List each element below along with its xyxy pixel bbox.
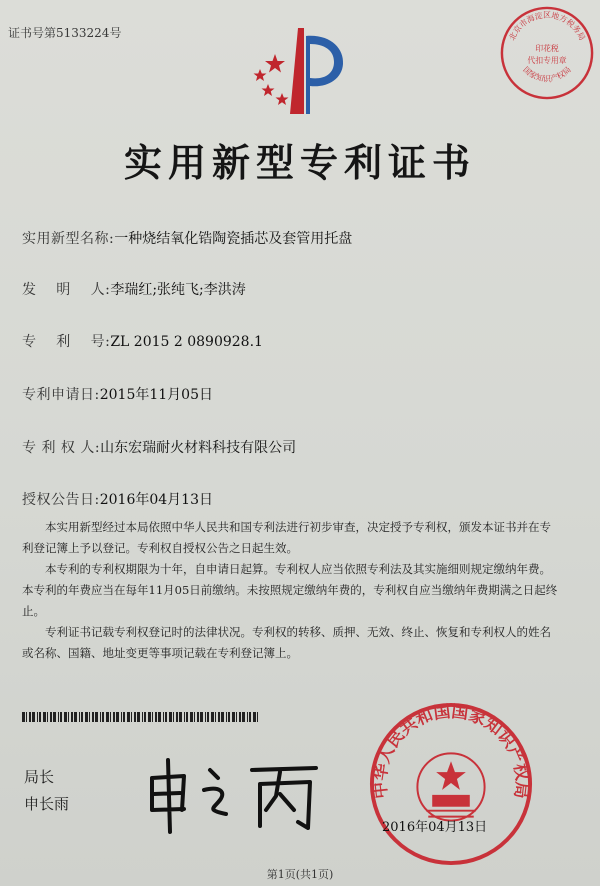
- field-label: 专利申请日:: [22, 387, 100, 403]
- tax-stamp-inner-2: 代扣专用章: [527, 55, 567, 65]
- logo-stars: [254, 54, 289, 105]
- field-grant-date: [22, 489, 213, 509]
- issue-date: 2016年04月13日: [382, 820, 488, 835]
- certificate-number: 证书号第5133224号: [8, 26, 122, 40]
- field-label: 专 利 权 人:: [22, 440, 101, 456]
- field-value: 李瑞红;张纯飞;李洪涛: [110, 282, 246, 298]
- field-label: 发 明 人:: [22, 282, 111, 298]
- national-emblem-icon: [417, 753, 484, 820]
- field-value: 2015年11月05日: [99, 387, 213, 403]
- tax-stamp-bottom-text: 国家知识产权局: [521, 64, 573, 84]
- field-value: 山东宏瑞耐火材料科技有限公司: [100, 440, 297, 456]
- signatory-name: 申长雨: [24, 795, 70, 813]
- signatory-role: 局长: [24, 768, 55, 786]
- field-label: 实用新型名称:: [22, 231, 115, 247]
- official-seal: [367, 700, 535, 868]
- field-application-date: [22, 384, 213, 404]
- body-paragraph: 本实用新型经过本局依照中华人民共和国专利法进行初步审查，决定授予专利权，颁发本证书并在专利登记簿上予以登记。专利权自授权公告之日起生效。: [22, 520, 551, 555]
- certificate-body: [22, 517, 562, 664]
- field-value: 2016年04月13日: [99, 492, 213, 508]
- document-title: 实用新型专利证书: [123, 141, 476, 185]
- body-paragraph: 本专利的专利权期限为十年，自申请日起算。专利权人应当依照专利法及其实施细则规定缴纳年费。本专利的年费应当在每年11月05日前缴纳。未按照规定缴纳年费的，专利权自应当缴纳年费期满之日起终止。: [22, 562, 558, 618]
- field-inventors: [22, 279, 246, 299]
- page-number: 第1页(共1页): [266, 868, 334, 881]
- tax-stamp-inner-1: 印花税: [535, 44, 559, 54]
- sipo-logo: [240, 22, 360, 117]
- field-value: ZL 2015 2 0890928.1: [110, 334, 263, 350]
- seal-text: 中华人民共和国国家知识产权局: [369, 700, 533, 800]
- logo-blue-p: [306, 36, 343, 114]
- tax-stamp: [498, 4, 596, 102]
- field-patentee: [22, 437, 296, 457]
- field-label: 授权公告日:: [22, 492, 100, 508]
- body-paragraph: 专利证书记载专利权登记时的法律状况。专利权的转移、质押、无效、终止、恢复和专利权人的姓名或名称、国籍、地址变更等事项记载在专利登记簿上。: [22, 625, 551, 660]
- field-label: 专 利 号:: [22, 334, 111, 350]
- handwritten-signature: [140, 748, 340, 838]
- field-value: 一种烧结氧化锆陶瓷插芯及套管用托盘: [114, 231, 353, 247]
- tax-stamp-outer-text: 北京市海淀区地方税务局: [507, 10, 587, 42]
- logo-red-stroke: [290, 28, 304, 114]
- field-utility-model-name: [22, 228, 352, 248]
- barcode: [22, 712, 262, 722]
- field-patent-number: [22, 331, 263, 351]
